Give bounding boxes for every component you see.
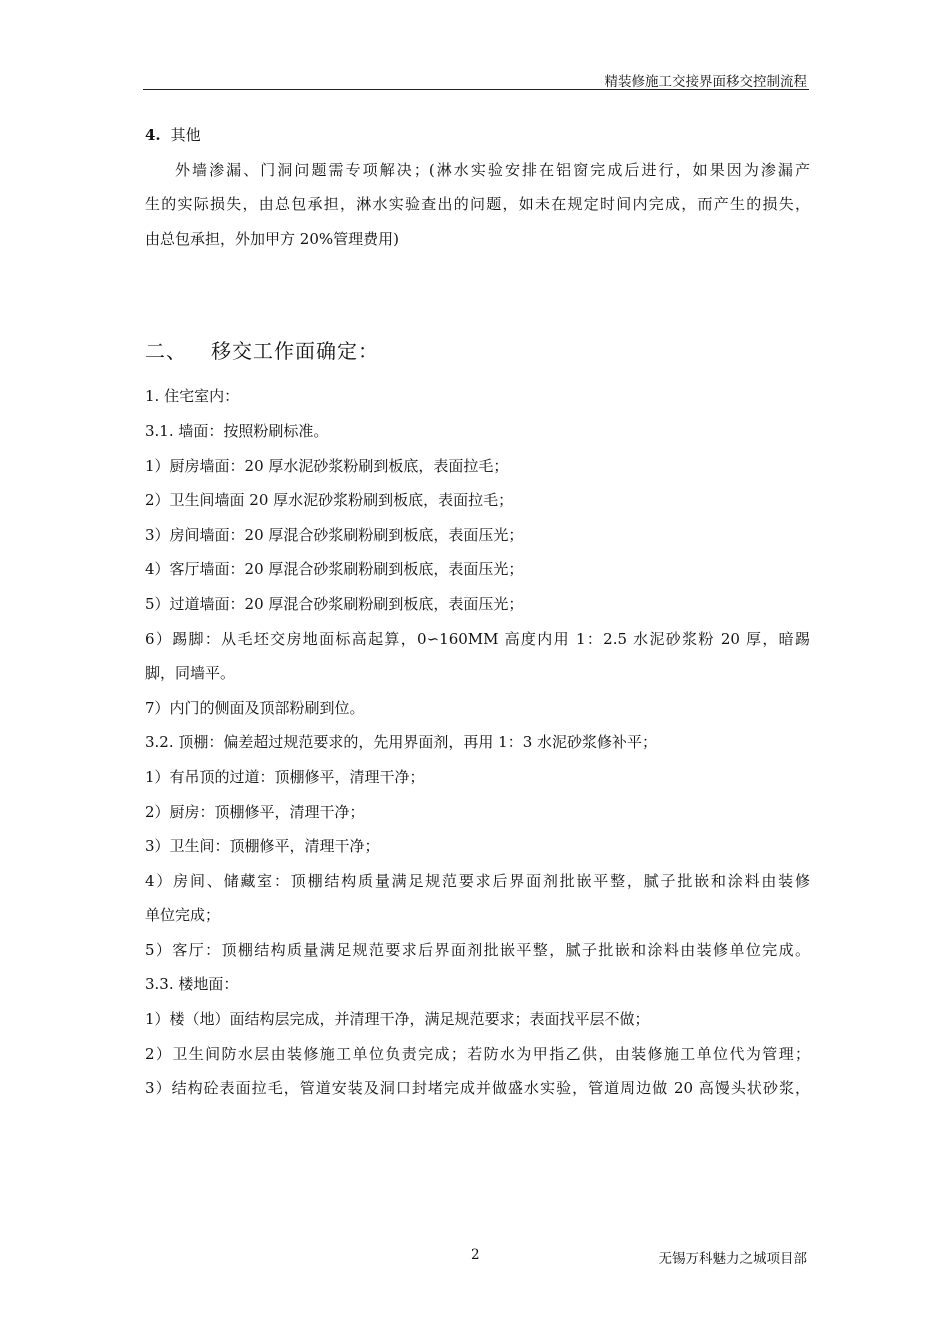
- list-item: 3）结构砼表面拉毛，管道安装及洞口封堵完成并做盛水实验，管道周边做 20 高馒头状砂浆，: [145, 1079, 810, 1098]
- list-item-continuation: 脚，同墙平。: [145, 664, 236, 683]
- list-item: 1）有吊顶的过道：顶棚修平，清理干净；: [145, 767, 425, 786]
- spacer: [145, 256, 810, 327]
- list-item: 4）客厅墙面：20 厚混合砂浆刷粉刷到板底，表面压光；: [145, 560, 524, 579]
- footer-organization: 无锡万科魅力之城项目部: [658, 1251, 807, 1267]
- section-4-title: 其他: [170, 126, 201, 144]
- list-item: 5）过道墙面：20 厚混合砂浆刷粉刷到板底，表面压光；: [145, 594, 524, 613]
- list-item: 6）踢脚：从毛坯交房地面标高起算，0∽160MM 高度内用 1：2.5 水泥砂浆粉 20 厚，暗踢: [145, 629, 810, 648]
- paragraph-line: 外墙渗漏、门洞问题需专项解决；(淋水实验安排在铝窗完成后进行，如果因为渗漏产: [175, 160, 810, 179]
- subsection-heading: 3.1. 墙面：按照粉刷标准。: [145, 421, 329, 440]
- list-item: 7）内门的侧面及顶部粉刷到位。: [145, 698, 365, 717]
- list-item: 3）房间墙面：20 厚混合砂浆刷粉刷到板底，表面压光；: [145, 525, 524, 544]
- section-2-title: 移交工作面确定：: [211, 339, 379, 364]
- list-item: 3）卫生间：顶棚修平，清理干净；: [145, 837, 380, 856]
- section-4-number: 4.: [145, 126, 161, 144]
- list-item: 2）厨房：顶棚修平，清理干净；: [145, 802, 365, 821]
- running-header-title: 精装修施工交接界面移交控制流程: [604, 74, 807, 90]
- list-item: 2）卫生间墙面 20 厚水泥砂浆粉刷到板底，表面拉毛；: [145, 491, 514, 510]
- document-body: [145, 118, 810, 1106]
- list-item: 1. 住宅室内：: [145, 387, 240, 406]
- list-item-continuation: 单位完成；: [145, 906, 221, 925]
- list-item: 5）客厅：顶棚结构质量满足规范要求后界面剂批嵌平整，腻子批嵌和涂料由装修单位完成。: [145, 940, 810, 959]
- list-item: 1）厨房墙面：20 厚水泥砂浆粉刷到板底，表面拉毛；: [145, 456, 509, 475]
- subsection-heading: 3.3. 楼地面：: [145, 975, 239, 994]
- section-2-heading: [145, 327, 810, 375]
- list-item: 4）房间、储藏室：顶棚结构质量满足规范要求后界面剂批嵌平整，腻子批嵌和涂料由装修: [145, 871, 810, 890]
- header-divider: [143, 89, 809, 90]
- list-item: 2）卫生间防水层由装修施工单位负责完成；若防水为甲指乙供，由装修施工单位代为管理；: [145, 1044, 810, 1063]
- list-item: 1）楼（地）面结构层完成，并清理干净，满足规范要求；表面找平层不做；: [145, 1010, 650, 1029]
- section-2-number: 二、: [145, 339, 187, 364]
- page-number: 2: [471, 1247, 480, 1263]
- subsection-heading: 3.2. 顶棚：偏差超过规范要求的，先用界面剂，再用 1：3 水泥砂浆修补平；: [145, 733, 658, 752]
- paragraph-line: 由总包承担，外加甲方 20%管理费用): [145, 229, 399, 248]
- section-4-heading: [145, 118, 810, 153]
- paragraph-line: 生的实际损失，由总包承担，淋水实验查出的问题，如未在规定时间内完成，而产生的损失，: [145, 195, 810, 214]
